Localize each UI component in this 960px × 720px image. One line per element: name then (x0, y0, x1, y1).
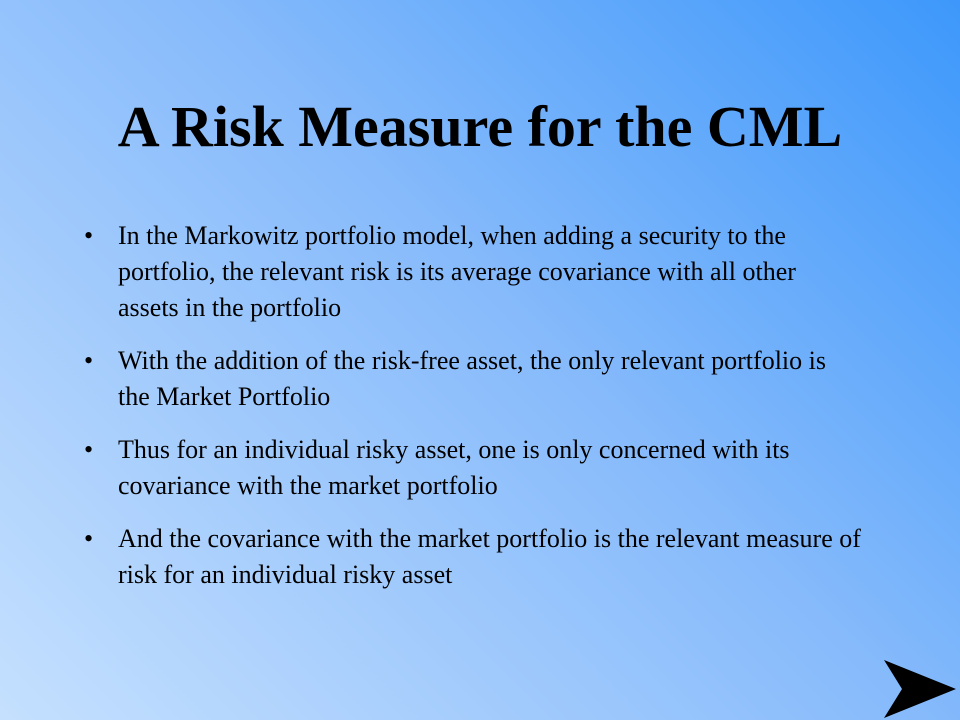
bullet-text: And the covariance with the market portfolio is the relevant measure of risk for an individual risky asset (118, 524, 861, 589)
bullet-item (0, 521, 862, 593)
bullet-list (0, 218, 960, 610)
bullet-text: With the addition of the risk-free asset, the only relevant portfolio is the Market Portfolio (118, 346, 826, 411)
bullet-marker: • (84, 524, 94, 553)
bullet-marker: • (84, 435, 94, 464)
arrow-right-icon (884, 660, 956, 718)
bullet-marker: • (84, 221, 94, 250)
bullet-text: Thus for an individual risky asset, one is only concerned with its covariance with the market portfolio (118, 435, 790, 500)
slide-title: A Risk Measure for the CML (117, 94, 843, 159)
next-slide-button[interactable] (884, 660, 956, 718)
bullet-item (0, 432, 862, 504)
bullet-item (0, 343, 862, 415)
bullet-marker: • (84, 346, 94, 375)
bullet-item (0, 218, 862, 326)
bullet-text: In the Markowitz portfolio model, when adding a security to the portfolio, the relevant risk is its average covariance with all other assets in the portfolio (118, 221, 796, 322)
